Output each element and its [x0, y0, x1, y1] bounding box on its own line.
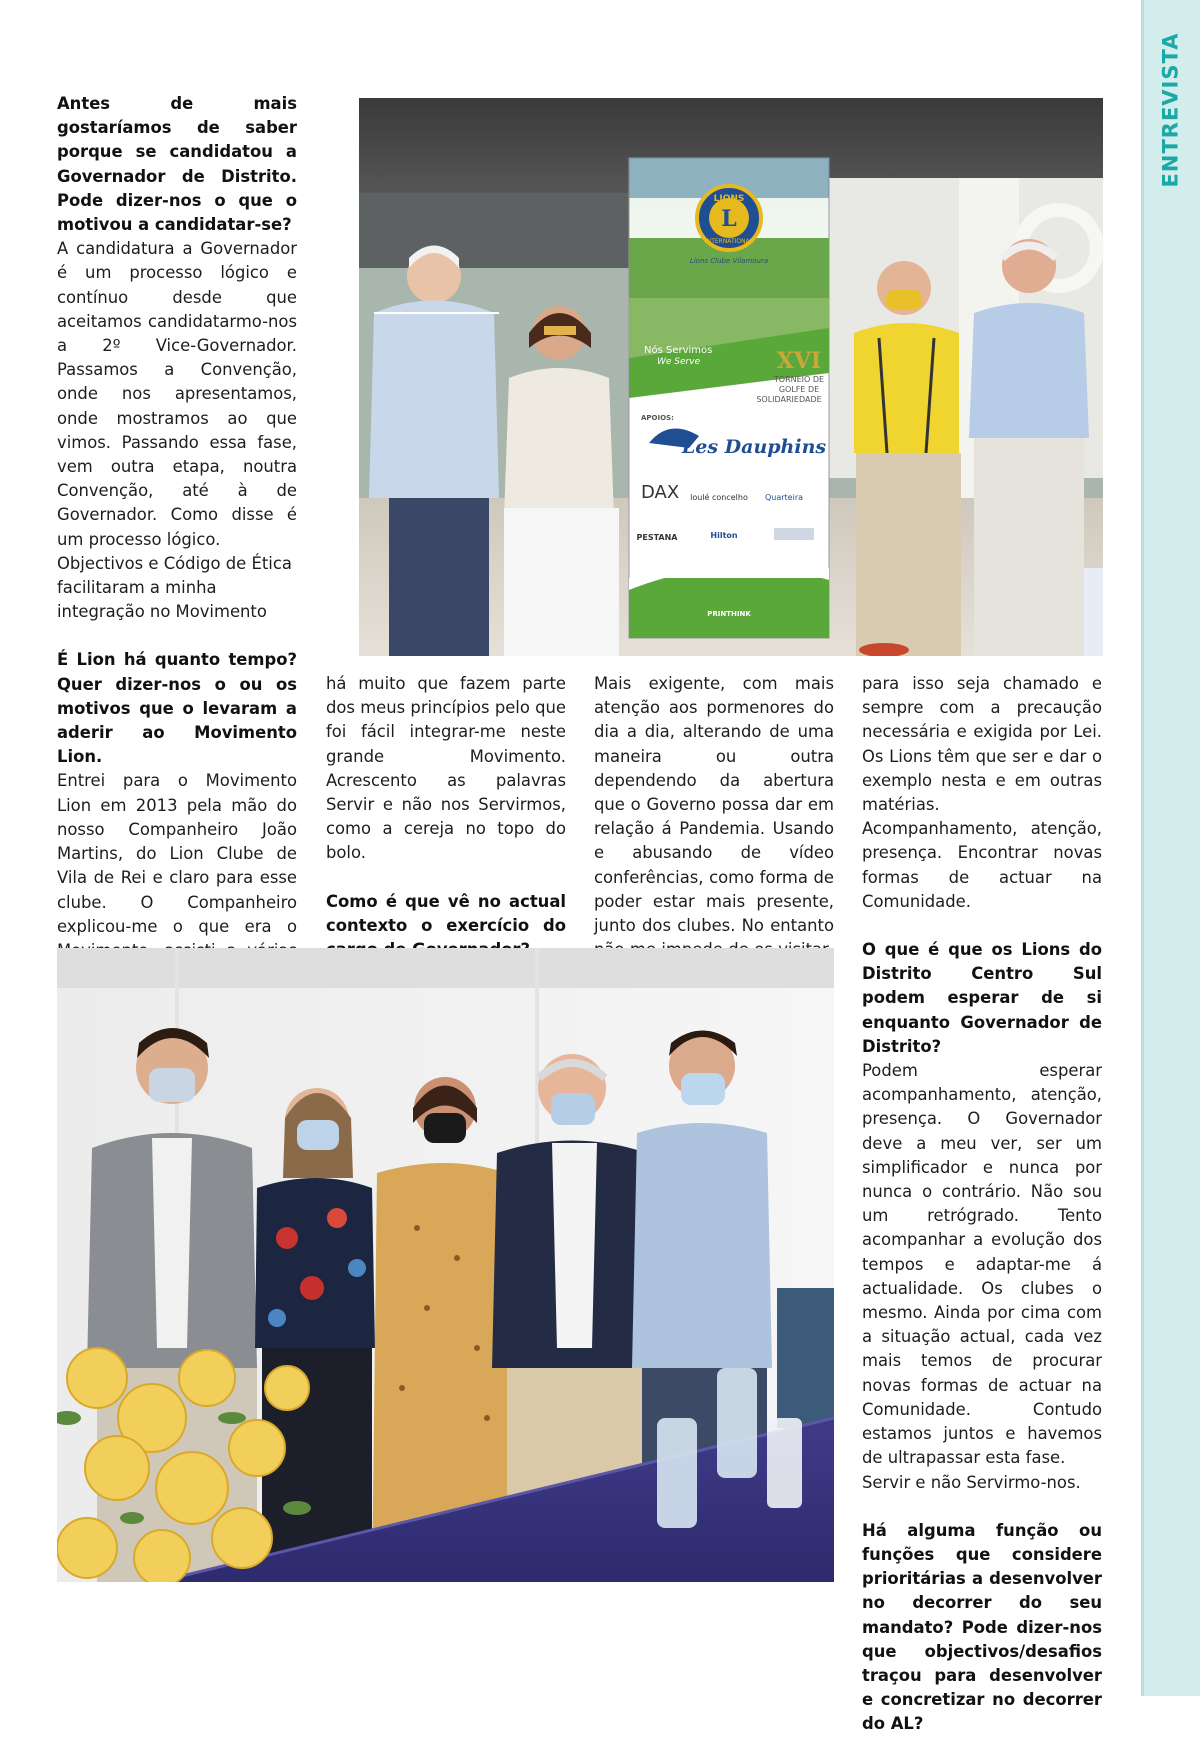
svg-text:L: L: [721, 206, 737, 232]
question-3: Como é que vê no actual contexto o exercício do: [326, 891, 566, 935]
question-1: Antes de mais gostaríamos de saber porque se candidatou a Governador de Distrito. Pode dizer-nos o que o motivou a candidatar-se?: [57, 94, 297, 235]
section-label: ENTREVISTA: [1158, 32, 1182, 188]
banner-sponsor-4: PESTANA: [636, 533, 678, 542]
banner-event-2: GOLFE DE: [778, 385, 820, 394]
banner-sponsor-1: DAX: [641, 482, 680, 503]
banner-sponsor-5: Hilton: [710, 531, 738, 540]
question-2: É Lion há quanto tempo? Quer dizer-nos o ou os motivos que o levaram a aderir ao Movimento Lion.: [57, 650, 297, 767]
banner-sponsor-3: Quarteira: [764, 493, 804, 502]
question-5: Há alguma função ou funções que considere prioritárias a desenvolver no decorrer do seu mandato? Pode dizer-nos que objectivos/desafios traçou para desenvolver e concretizar no decorrer do AL?: [862, 1520, 1102, 1734]
answer-1b: Objectivos e Código de Ética facilitaram a minha integração no Movimento: [57, 553, 292, 622]
banner-sponsor-main: Les Dauphins: [681, 436, 827, 458]
column-4: [862, 672, 1102, 1737]
answer-2: Entrei para o Movimento Lion em 2013 pela mão do nosso Companheiro João Martins, do Lion Clube de Vila de Rei e claro para esse clube. O Companheiro explicou-me o que era o: [57, 771, 297, 936]
banner-event-1: TORNEIO DE: [773, 375, 825, 384]
banner-sponsor-6: PRINTHINK: [707, 610, 751, 618]
answer-3-continued: para isso seja chamado e sempre com a precaução necessária e exigida por Lei. Os Lions têm que ser e dar o exemplo nesta e em outras matérias.: [862, 674, 1102, 815]
answer-4: Podem esperar acompanhamento, atenção, presença. O Governador deve a meu ver, ser um simplificador e nunca por nunca o contrário. Não sou um retrógrado. Tento acompanhar a evolução dos tempos e adaptar-me á actualidade. Os clubes o mesmo. Ainda por cima com a situação actual, cada vez mais temos de procurar novas formas de actuar na Comunidade. Contudo estamos juntos e havemos de ultrapassar esta fase.: [862, 1061, 1102, 1468]
banner-brand-top: LIONS: [713, 194, 745, 204]
banner-supports-label: APOIOS:: [641, 414, 674, 422]
answer-1: A candidatura a Governador é um processo lógico e contínuo desde que aceitamos candidatarmo-nos a 2º Vice-Governador. Passamos a Convenção, onde nos apresentamos, onde mostramos ao que vimos. Passando essa fase, vem outra etapa, noutra Convenção, até à de Governador. Como disse é um processo lógico.: [57, 239, 297, 549]
column-3: [594, 672, 834, 987]
answer-4b: Servir e não Servirmo-nos.: [862, 1472, 1081, 1492]
banner-event-3: SOLIDARIEDADE: [756, 395, 822, 404]
side-band: [1141, 0, 1200, 1696]
photo-group-meeting: [57, 948, 834, 1582]
banner-sponsor-2: loulé concelho: [690, 493, 748, 502]
banner-roman: XVI: [776, 348, 822, 374]
banner-brand-bottom: INTERNATIONAL: [704, 238, 754, 245]
banner-club: Lions Clube Vilamoura: [689, 257, 769, 265]
answer-3b: Acompanhamento, atenção, presença. Encontrar novas formas de actuar na Comunidade.: [862, 819, 1102, 911]
column-1-top: [57, 92, 297, 1084]
banner-motto-pt: Nós Servimos: [644, 345, 713, 356]
question-4: O que é que os Lions do Distrito Centro Sul podem esperar de si enquanto Governador de Distrito?: [862, 940, 1102, 1056]
answer-3: Mais exigente, com mais atenção aos pormenores do dia a dia, alterando de uma maneira ou outra dependendo da abertura que o Governo possa dar em relação á Pandemia. Usando e abusando de vídeo conferências, como forma de poder estar mais presente, junto dos clubes. No entanto: [594, 674, 834, 936]
banner-motto-en: We Serve: [657, 357, 701, 367]
photo-golf-tournament: [359, 98, 1103, 656]
column-2: [326, 672, 566, 962]
answer-2-continued: há muito que fazem parte dos meus princípios pelo que foi fácil integrar-me neste grande Movimento. Acrescento as palavras Servir e não nos Servirmos, como a cereja no topo do bolo.: [326, 674, 566, 863]
